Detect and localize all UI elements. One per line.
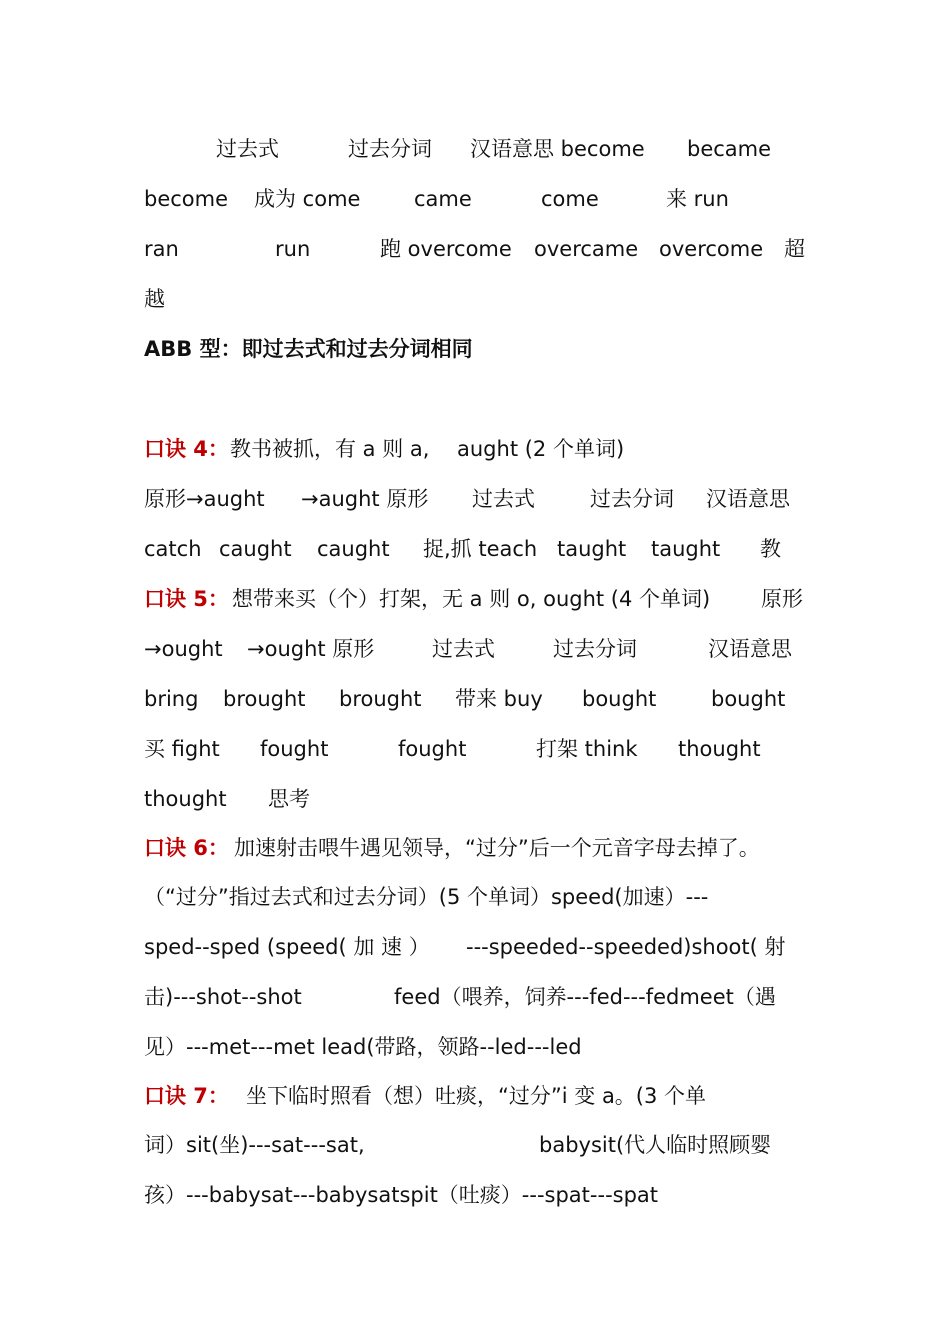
text-word: 汉语意思	[706, 487, 790, 511]
text-line-7	[144, 474, 806, 524]
rule-7-line	[144, 1071, 806, 1121]
text-word: bought	[582, 687, 657, 711]
text-line-8	[144, 524, 806, 574]
text-word: 击)---shot--shot	[144, 985, 302, 1009]
text-word: taught	[557, 537, 627, 561]
text-word: bring	[144, 687, 199, 711]
text-word: 汉语意思	[708, 637, 792, 661]
text-word: aught (2 个单词)	[457, 437, 625, 461]
text-word: sped--sped (speed( 加 速 ）	[144, 935, 430, 959]
text-word: 打架 think	[536, 737, 638, 761]
text-line-15	[144, 872, 806, 922]
text-word: 原形	[761, 587, 803, 611]
text-word: fought	[260, 737, 329, 761]
text-word: babysit(代人临时照顾婴	[539, 1133, 772, 1157]
text-line-10	[144, 624, 806, 674]
text-word: bought	[711, 687, 786, 711]
text-word: 过去式	[216, 137, 279, 161]
text-word: fought	[398, 737, 467, 761]
text-word: 带来 buy	[455, 687, 543, 711]
text-word: 超	[784, 237, 805, 261]
text-word: catch	[144, 537, 202, 561]
rule-5-line	[144, 574, 806, 624]
text-word: run	[275, 237, 311, 261]
text-word: 买 fight	[144, 737, 220, 761]
text-line-2	[144, 174, 806, 224]
text-line-4	[144, 274, 806, 324]
text-line-18	[144, 1022, 806, 1072]
text-word: 想带来买（个）打架，无 a 则 o, ought (4 个单词)	[232, 587, 711, 611]
text-word: ran	[144, 237, 179, 261]
text-word: caught	[219, 537, 292, 561]
rule-label: 口诀 4：	[144, 437, 229, 461]
text-word: 成为 come	[254, 187, 361, 211]
text-word: →aught 原形	[301, 487, 429, 511]
rule-label: 口诀 7：	[144, 1084, 229, 1108]
section-heading	[144, 324, 806, 374]
text-word: 教	[760, 537, 781, 561]
text-word: 过去分词	[348, 137, 432, 161]
text-word: come	[541, 187, 599, 211]
text-word: 思考	[268, 787, 310, 811]
text-line-17	[144, 972, 806, 1022]
rule-label: 口诀 5：	[144, 587, 229, 611]
text-word: 汉语意思 become	[470, 137, 645, 161]
text-word: 捉,抓 teach	[423, 537, 538, 561]
text-word: feed（喂养，饲养---fed---fedmeet（遇	[394, 985, 776, 1009]
text-line-1	[144, 124, 806, 174]
text-word: brought	[339, 687, 422, 711]
text-word: 跑 overcome	[380, 237, 512, 261]
text-word: 词）sit(坐)---sat---sat,	[144, 1133, 365, 1157]
text-line-21	[144, 1170, 806, 1220]
text-word: overcame	[534, 237, 639, 261]
text-word: thought	[144, 787, 227, 811]
text-word: 原形→aught	[144, 487, 265, 511]
text-word: 孩）---babysat---babysatspit（吐痰）---spat---spat	[144, 1183, 659, 1207]
text-line-3	[144, 224, 806, 274]
heading-text: ABB 型：即过去式和过去分词相同	[144, 337, 473, 361]
text-word: brought	[223, 687, 306, 711]
text-word: 过去式	[472, 487, 535, 511]
text-word: 坐下临时照看（想）吐痰，“过分”i 变 a。(3 个单	[246, 1084, 707, 1108]
text-word: become	[144, 187, 229, 211]
text-line-12	[144, 724, 806, 774]
text-word: 越	[144, 287, 165, 311]
text-word: 过去分词	[553, 637, 637, 661]
rule-6-line	[144, 823, 806, 873]
text-word: ---speeded--speeded)shoot( 射	[466, 935, 786, 959]
text-word: taught	[651, 537, 721, 561]
text-word: 见）---met---met lead(带路，领路--led---led	[144, 1035, 582, 1059]
text-word: →ought	[144, 637, 223, 661]
text-word: （“过分”指过去式和过去分词）(5 个单词）speed(加速）---	[144, 885, 709, 909]
text-line-20	[144, 1120, 806, 1170]
text-word: came	[414, 187, 472, 211]
text-word: 过去式	[432, 637, 495, 661]
text-word: overcome	[659, 237, 764, 261]
text-word: thought	[678, 737, 761, 761]
rule-4-line	[144, 424, 806, 474]
text-word: caught	[317, 537, 390, 561]
text-line-16	[144, 922, 806, 972]
text-line-13	[144, 774, 806, 824]
text-word: 教书被抓，有 a 则 a,	[230, 437, 430, 461]
text-word: became	[687, 137, 772, 161]
text-word: →ought 原形	[247, 637, 375, 661]
rule-label: 口诀 6：	[144, 836, 229, 860]
text-word: 加速射击喂牛遇见领导，“过分”后一个元音字母去掉了。	[234, 836, 760, 860]
text-word: 过去分词	[590, 487, 674, 511]
text-line-11	[144, 674, 806, 724]
text-word: 来 run	[666, 187, 729, 211]
